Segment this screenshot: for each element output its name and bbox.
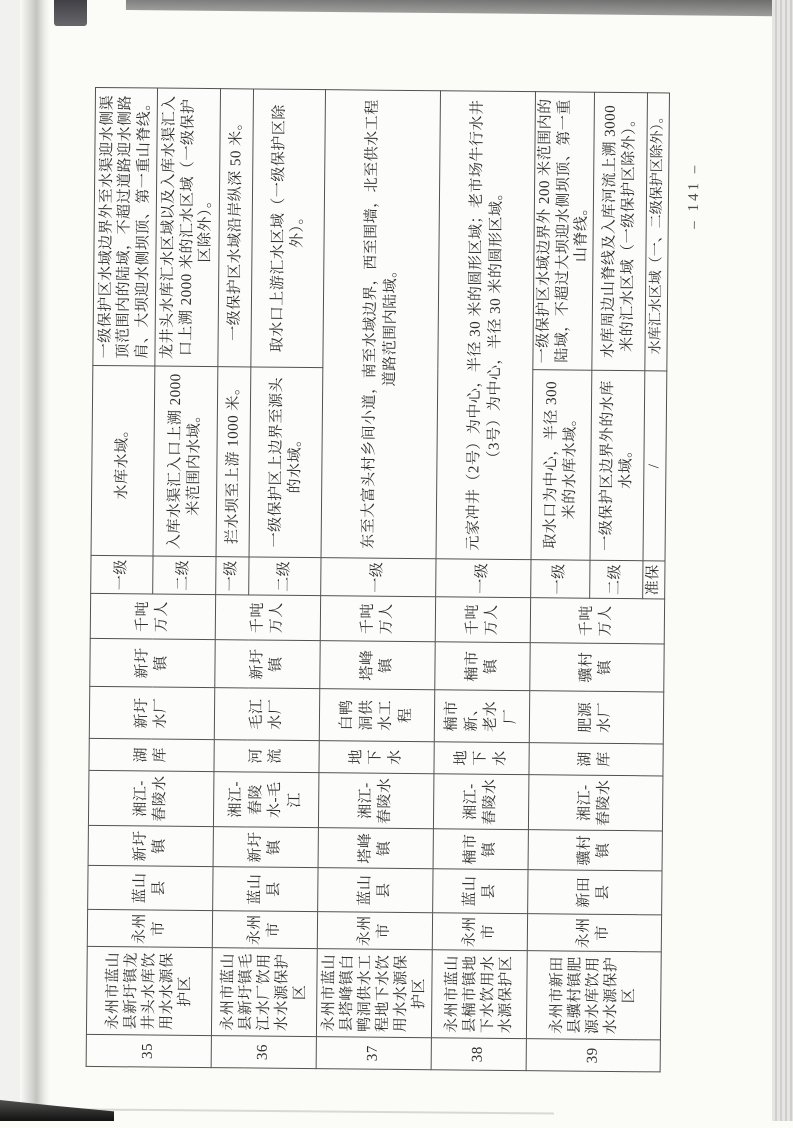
cell-source-type: 河流 bbox=[214, 740, 319, 773]
cell-city: 永州市 bbox=[527, 914, 661, 952]
cell-plant-town: 骥村镇 bbox=[530, 643, 664, 692]
cell-level: 一级 bbox=[91, 555, 153, 594]
cell-waterworks: 毛江水厂 bbox=[214, 688, 319, 741]
cell-land-scope: 一级保护区水域沿岸纵深 50 米。 bbox=[218, 89, 254, 367]
cell-no: 39 bbox=[526, 1039, 660, 1072]
cell-land-scope: 取水口上游汇水区域（一级保护区除外）。 bbox=[251, 89, 326, 368]
table-row bbox=[316, 90, 440, 1070]
cell-town: 新圩镇 bbox=[213, 827, 318, 868]
cell-waterworks: 楠市新、老水厂 bbox=[434, 690, 529, 743]
scan-corner-mark bbox=[54, 0, 87, 26]
cell-land-scope: 龙井头水库汇水区域以及入库水渠汇入口上溯 2000 米的汇水区域（一级保护区除外）。 bbox=[155, 88, 221, 367]
cell-level: 一级 bbox=[321, 558, 436, 597]
cell-level: 二级 bbox=[589, 560, 642, 599]
cell-land-scope: 水库周边山脊线及入库河流上溯 3000 米的汇水区域（一级保护区除外）。 bbox=[592, 92, 648, 370]
protection-zones-table bbox=[86, 87, 670, 1072]
cell-scope-merged: 东至大富头村乡间小道，南至水域边界，西至围墙，北至供水工程道路范围内陆域。 bbox=[321, 90, 440, 559]
cell-town: 新圩镇 bbox=[88, 825, 213, 866]
cell-city: 永州市 bbox=[212, 911, 317, 949]
cell-town: 楠市镇 bbox=[433, 829, 528, 870]
cell-water-scope: 拦水坝至上游 1000 米。 bbox=[216, 367, 251, 557]
cell-basin: 湘江-舂陵水 bbox=[88, 770, 214, 826]
cell-waterworks: 白鸭洞供水工程 bbox=[319, 689, 434, 742]
cell-town: 塔峰镇 bbox=[318, 828, 433, 869]
cell-zone-name: 永州市新田县骥村镇肥源水库饮用水水源保护区 bbox=[526, 951, 661, 1040]
cell-no: 38 bbox=[431, 1038, 526, 1071]
cell-scope-merged: 元家冲井（2号）为中心，半径 30 米的圆形区域；老市场牛行水井（3号）为中心，半径 30 米的圆形区域。 bbox=[436, 91, 535, 560]
cell-water-scope: 水库水域。 bbox=[91, 365, 155, 556]
cell-scale: 千吨万人 bbox=[215, 595, 320, 641]
scan-page-edges bbox=[772, 0, 793, 1121]
cell-city: 永州市 bbox=[87, 909, 212, 947]
cell-zone-name: 永州市蓝山县新圩镇龙井头水库饮用水水源保护区 bbox=[86, 946, 212, 1035]
cell-waterworks: 肥源水厂 bbox=[529, 691, 663, 744]
cell-land-scope: 一级保护区水域边界外至水渠迎水侧渠顶范围内的陆域，不超过道路迎水侧路肩、大坝迎水侧坝顶、第一重山脊线。 bbox=[93, 87, 158, 366]
scan-left-strip bbox=[0, 0, 20, 1121]
cell-land-scope: 一级保护区水域边界外 200 米范围内的陆域，不超过大坝迎水侧坝顶、第一重山脊线。 bbox=[533, 92, 594, 371]
cell-level: 二级 bbox=[153, 556, 216, 595]
cell-zone-name: 永州市蓝山县塔峰镇白鸭洞供水工程地下水饮用水水源保护区 bbox=[316, 949, 432, 1038]
cell-no: 35 bbox=[86, 1034, 211, 1067]
cell-scale: 千吨万人 bbox=[90, 593, 215, 639]
table-row bbox=[86, 87, 157, 1067]
cell-source-type: 地下水 bbox=[319, 741, 434, 774]
cell-water-scope: 取水口为中心，半径 300 米的水库水域。 bbox=[531, 370, 592, 561]
cell-no: 36 bbox=[211, 1036, 316, 1069]
cell-county: 新田县 bbox=[528, 870, 662, 915]
cell-plant-town: 塔峰镇 bbox=[320, 641, 435, 690]
cell-water-scope: 一级保护区上边界至源头的水域。 bbox=[249, 367, 323, 558]
cell-source-type: 湖库 bbox=[89, 738, 214, 771]
cell-plant-town: 新圩镇 bbox=[90, 638, 215, 687]
cell-source-type: 湖库 bbox=[529, 743, 663, 776]
cell-water-scope: / bbox=[643, 371, 667, 561]
cell-city: 永州市 bbox=[432, 913, 527, 951]
cell-county: 蓝山县 bbox=[213, 867, 318, 912]
cell-zone-name: 永州市蓝山县新圩镇毛江水厂饮用水水源保护区 bbox=[211, 948, 317, 1037]
cell-town: 骥村镇 bbox=[528, 830, 662, 871]
scan-gutter-shadow bbox=[20, 0, 50, 1121]
cell-basin: 湘江-舂陵水 bbox=[433, 774, 529, 830]
cell-no: 37 bbox=[316, 1037, 431, 1070]
cell-level: 准保 bbox=[642, 561, 664, 599]
cell-scale: 千吨万人 bbox=[435, 597, 530, 643]
cell-scale: 千吨万人 bbox=[530, 598, 664, 644]
cell-level: 二级 bbox=[249, 557, 321, 596]
cell-scale: 千吨万人 bbox=[320, 596, 435, 642]
cell-county: 蓝山县 bbox=[433, 869, 528, 914]
cell-waterworks: 新圩水厂 bbox=[89, 686, 214, 739]
cell-basin: 湘江-舂陵水 bbox=[318, 773, 434, 829]
cell-plant-town: 新圩镇 bbox=[215, 640, 320, 689]
cell-county: 蓝山县 bbox=[318, 868, 433, 913]
cell-level: 一级 bbox=[531, 560, 590, 599]
cell-level: 一级 bbox=[436, 559, 531, 598]
cell-basin: 湘江-舂陵水-毛江 bbox=[213, 772, 319, 828]
cell-water-scope: 一级保护区边界外的水库水域。 bbox=[590, 370, 645, 561]
cell-source-type: 地下水 bbox=[434, 742, 529, 775]
cell-city: 永州市 bbox=[317, 912, 432, 950]
cell-land-scope: 水库汇水区域（一、二级保护区除外）。 bbox=[645, 93, 670, 371]
table-row bbox=[431, 91, 535, 1071]
table-row bbox=[526, 92, 594, 1072]
cell-water-scope: 入库水渠汇入口上溯 2000 米范围内水域。 bbox=[153, 366, 218, 557]
cell-level: 一级 bbox=[216, 557, 249, 595]
cell-plant-town: 楠市镇 bbox=[435, 642, 530, 691]
cell-basin: 湘江-舂陵水 bbox=[528, 775, 662, 831]
cell-zone-name: 永州市蓝山县楠市镇地下水饮用水水源保护区 bbox=[431, 950, 527, 1039]
cell-county: 蓝山县 bbox=[88, 865, 213, 910]
page-number: – 141 – bbox=[685, 162, 703, 229]
